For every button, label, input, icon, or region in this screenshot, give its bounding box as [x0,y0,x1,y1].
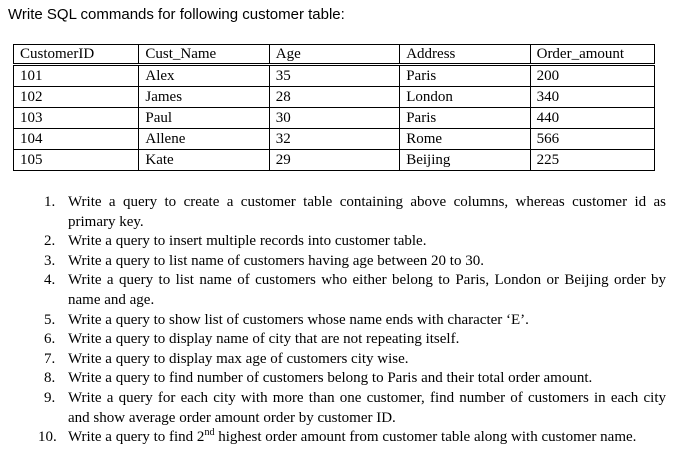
table-row [14,65,655,87]
table-cell: 32 [269,129,399,150]
question-text: Write a query to show list of customers whose name ends with character ‘E’. [68,311,529,328]
table-cell: Paris [400,65,530,87]
table-row [14,87,655,108]
table-cell: Paris [400,108,530,129]
question-item [30,330,666,350]
question-item [30,252,666,272]
table-cell: Kate [139,150,269,171]
question-number: 4. [44,272,56,289]
column-header-customerid: CustomerID [14,45,139,65]
column-header-order-amount: Order_amount [530,45,654,65]
table-cell: 101 [14,65,139,87]
question-item [30,311,666,331]
column-header-cust-name: Cust_Name [139,45,269,65]
question-number: 10. [38,429,57,446]
question-text: Write a query for each city with more than one customer, find number of customers in each city and show average order amount order by customer ID. [68,389,666,426]
table-cell: 103 [14,108,139,129]
table-cell: James [139,87,269,108]
table-cell: London [400,87,530,108]
table-cell: 340 [530,87,654,108]
table-cell: Alex [139,65,269,87]
question-text-part: Write a query to find 2 [68,429,205,446]
table-cell: 29 [269,150,399,171]
table-cell: 105 [14,150,139,171]
column-header-address: Address [400,45,530,65]
question-text: Write a query to display name of city that are not repeating itself. [68,331,460,348]
question-item [30,193,666,232]
question-text [68,428,666,448]
customer-table [13,44,655,171]
table-row [14,108,655,129]
table-cell: 225 [530,150,654,171]
table-cell: Paul [139,108,269,129]
question-item [30,369,666,389]
question-number: 3. [44,252,56,269]
table-cell: Rome [400,129,530,150]
question-text: Write a query to list name of customers having age between 20 to 30. [68,252,484,269]
table-cell: Allene [139,129,269,150]
table-cell: 28 [269,87,399,108]
question-number: 7. [44,350,56,367]
table-cell: 566 [530,129,654,150]
table-row [14,150,655,171]
superscript-ordinal: nd [204,427,215,439]
table-cell: Beijing [400,150,530,171]
question-number: 8. [44,370,56,387]
question-text: Write a query to list name of customers who either belong to Paris, London or Beijing order by name and age. [68,272,666,308]
table-cell: 440 [530,108,654,129]
question-number: 9. [44,389,56,406]
question-item [30,232,666,252]
question-number: 2. [44,233,56,250]
question-list [30,193,666,448]
question-text: Write a query to insert multiple records into customer table. [68,233,427,250]
table-cell: 30 [269,108,399,129]
column-header-age: Age [269,45,399,65]
table-cell: 200 [530,65,654,87]
question-text: Write a query to find number of customers belong to Paris and their total order amount. [68,370,593,387]
table-cell: 35 [269,65,399,87]
question-item [30,389,666,428]
question-text-part: highest order amount from customer table along with customer name. [214,429,637,446]
question-item [30,271,666,310]
question-text: Write a query to create a customer table containing above columns, whereas customer id as primary key. [68,194,666,230]
question-item [30,428,666,448]
question-item [30,350,666,370]
table-row [14,129,655,150]
table-cell: 104 [14,129,139,150]
question-number: 1. [44,194,56,210]
page-heading: Write SQL commands for following customer table: [8,6,345,23]
question-text: Write a query to display max age of customers city wise. [68,350,409,367]
table-cell: 102 [14,87,139,108]
question-number: 6. [44,331,56,348]
question-number: 5. [44,311,56,328]
table-header-row [14,45,655,65]
